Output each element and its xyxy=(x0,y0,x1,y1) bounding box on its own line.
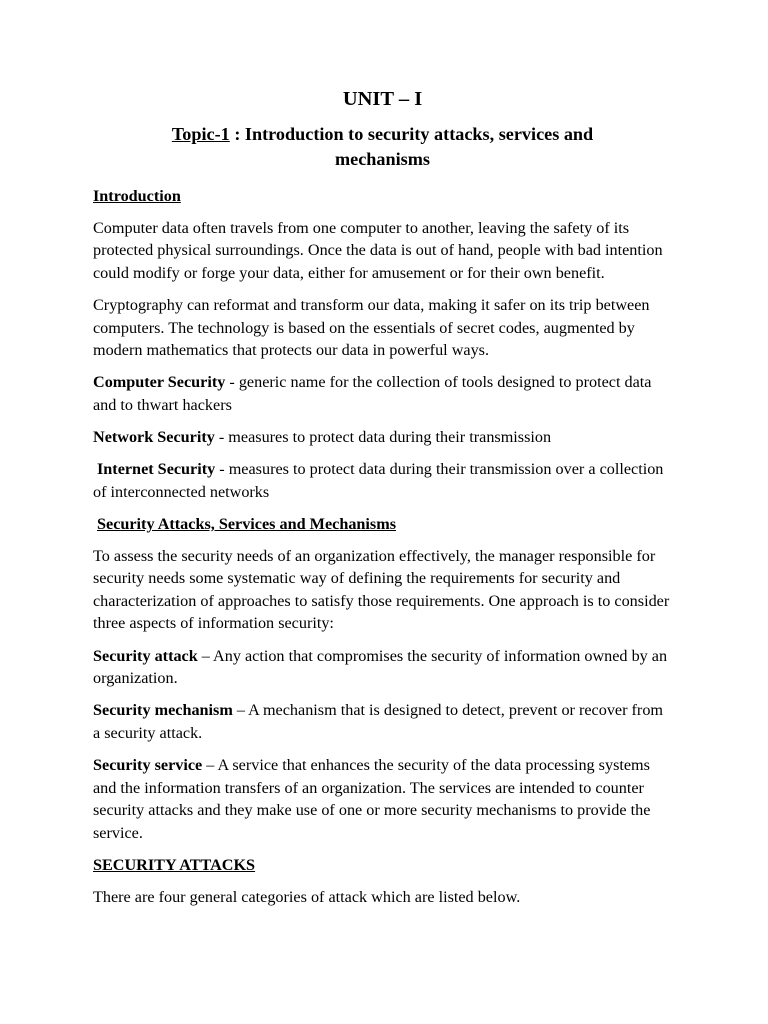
aspect-security-attack xyxy=(93,645,672,690)
topic-title-text: : Introduction to security attacks, services and mechanisms xyxy=(229,124,594,169)
aspect-term: Security service xyxy=(93,756,203,775)
aspect-text: – A service that enhances the security of the data processing systems and the information transfers of an organization. The services are intended to counter security attacks and they make use of one or more security mechanisms to provide the service. xyxy=(93,756,651,842)
definition-computer-security xyxy=(93,371,672,416)
definition-term: Internet Security xyxy=(97,460,216,479)
topic-label: Topic-1 xyxy=(171,124,230,144)
intro-paragraph-1: Computer data often travels from one computer to another, leaving the safety of its protected physical surroundings. Once the data is out of hand, people with bad intention could modify or forge your data, either for amusement or for their own benefit. xyxy=(93,218,663,282)
sasm-paragraph: To assess the security needs of an organization effectively, the manager responsible for security needs some systematic way of defining the requirements for security and characterization of approaches to satisfy those requirements. One approach is to consider three aspects of information security: xyxy=(93,546,670,633)
aspect-text: – A mechanism that is designed to detect, prevent or recover from a security attack. xyxy=(93,701,664,743)
security-attacks-heading: SECURITY ATTACKS xyxy=(93,856,256,875)
topic-title xyxy=(93,122,672,172)
definition-internet-security xyxy=(93,458,672,503)
aspect-security-service xyxy=(93,754,672,844)
aspect-security-mechanism xyxy=(93,699,672,744)
security-attacks-paragraph: There are four general categories of attack which are listed below. xyxy=(93,887,521,906)
aspect-text: – Any action that compromises the security of information owned by an organization. xyxy=(93,646,668,688)
definition-text: - generic name for the collection of tools designed to protect data and to thwart hackers xyxy=(93,373,652,414)
definition-text: - measures to protect data during their transmission xyxy=(214,428,552,447)
definition-text: - measures to protect data during their transmission over a collection of interconnected networks xyxy=(93,460,664,501)
intro-paragraph-2: Cryptography can reformat and transform our data, making it safer on its trip between computers. The technology is based on the essentials of secret codes, augmented by modern mathematics that protects our data in powerful ways. xyxy=(93,295,650,360)
definition-network-security xyxy=(93,426,672,449)
aspect-term: Security attack xyxy=(93,646,198,665)
sasm-heading: Security Attacks, Services and Mechanisms xyxy=(97,515,396,534)
definition-term: Network Security xyxy=(93,428,215,447)
unit-title: UNIT – I xyxy=(342,88,423,110)
definition-term: Computer Security xyxy=(93,373,226,392)
aspect-term: Security mechanism xyxy=(93,701,233,720)
introduction-heading: Introduction xyxy=(93,187,181,205)
